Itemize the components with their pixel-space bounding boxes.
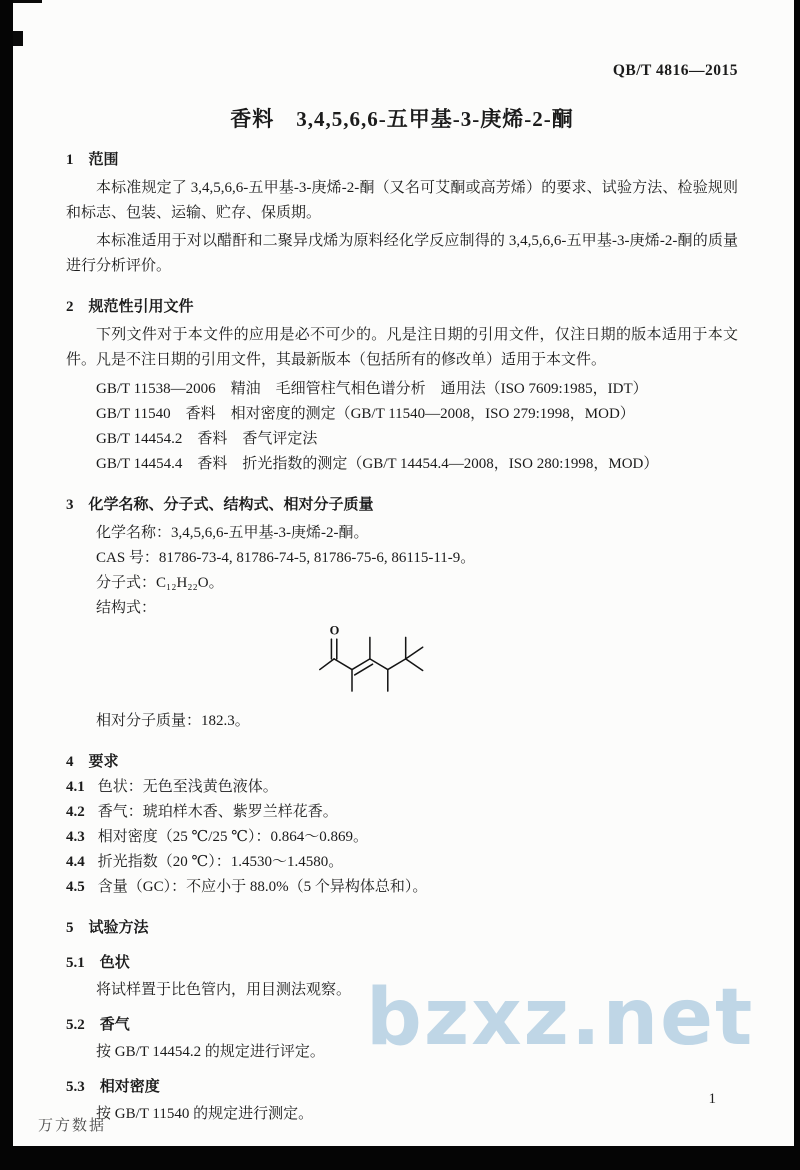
section-5-heading: 5 试验方法 <box>66 920 149 936</box>
section-2-paragraph-1: 下列文件对于本文件的应用是必不可少的。凡是注日期的引用文件，仅注日期的版本适用于本文件。凡是不注日期的引用文件，其最新版本（包括所有的修改单）适用于本文件。 <box>66 327 738 368</box>
scan-edge-left <box>0 0 13 1170</box>
requirement-item <box>66 775 738 800</box>
clause-number: 4.5 <box>66 879 85 895</box>
subsection-5-2-body: 按 GB/T 14454.2 的规定进行评定。 <box>96 1044 325 1060</box>
skeletal-structure-svg <box>318 623 488 709</box>
clause-number: 4.4 <box>66 854 85 870</box>
requirement-item <box>66 875 738 900</box>
clause-number: 4.3 <box>66 829 85 845</box>
requirement-item <box>66 850 738 875</box>
section-2-heading: 2 规范性引用文件 <box>66 299 194 315</box>
cas-number-line: CAS 号：81786-73-4, 81786-74-5, 81786-75-6, 86115-11-9。 <box>96 550 476 566</box>
reference-item: GB/T 14454.2 香料 香气评定法 <box>96 431 318 447</box>
oxygen-atom-label: O <box>329 623 340 638</box>
standard-number: QB/T 4816—2015 <box>612 62 738 79</box>
structure-formula-drawing <box>318 623 738 709</box>
reference-item: GB/T 11538—2006 精油 毛细管柱气相色谱分析 通用法（ISO 7609:1985，IDT） <box>96 381 648 397</box>
scan-edge-right <box>794 0 800 1170</box>
requirement-item <box>66 800 738 825</box>
clause-text: 香气：琥珀样木香、紫罗兰样花香。 <box>97 804 338 820</box>
section-3-heading: 3 化学名称、分子式、结构式、相对分子质量 <box>66 497 374 513</box>
clause-text: 相对密度（25 ℃/25 ℃）：0.864～0.869。 <box>97 829 368 845</box>
section-1-heading: 1 范围 <box>66 152 119 168</box>
subsection-5-1-heading: 5.1 色状 <box>66 955 130 971</box>
subsection-5-2-heading: 5.2 香气 <box>66 1017 130 1033</box>
clause-number: 4.2 <box>66 804 85 820</box>
subsection-5-1-body: 将试样置于比色管内，用目测法观察。 <box>96 982 352 998</box>
reference-item: GB/T 11540 香料 相对密度的测定（GB/T 11540—2008，ISO 279:1998，MOD） <box>96 406 635 422</box>
page-number: 1 <box>708 1091 716 1107</box>
molecular-mass-line: 相对分子质量：182.3。 <box>96 713 250 729</box>
requirement-item <box>66 825 738 850</box>
subsection-5-3-heading: 5.3 相对密度 <box>66 1079 160 1095</box>
section-1-paragraph-1: 本标准规定了 3,4,5,6,6-五甲基-3-庚烯-2-酮（又名可艾酮或高芳烯）的要求、试验方法、检验规则和标志、包装、运输、贮存、保质期。 <box>66 180 738 221</box>
clause-number: 4.1 <box>66 779 85 795</box>
clause-text: 色状：无色至浅黄色液体。 <box>97 779 278 795</box>
structure-formula-label: 结构式： <box>96 600 157 616</box>
wanfang-data-mark: 万方数据 <box>38 1117 107 1134</box>
scan-edge-bottom <box>0 1146 800 1170</box>
section-4-heading: 4 要求 <box>66 754 119 770</box>
chemical-name-line: 化学名称：3,4,5,6,6-五甲基-3-庚烯-2-酮。 <box>96 525 369 541</box>
clause-text: 含量（GC）：不应小于 88.0%（5 个异构体总和）。 <box>97 879 428 895</box>
page-title: 香料 3,4,5,6,6-五甲基-3-庚烯-2-酮 <box>230 107 574 131</box>
reference-item: GB/T 14454.4 香料 折光指数的测定（GB/T 14454.4—2008，ISO 280:1998，MOD） <box>96 456 659 472</box>
document-content <box>66 58 738 1127</box>
section-1-paragraph-2: 本标准适用于对以醋酐和二聚异戊烯为原料经化学反应制得的 3,4,5,6,6-五甲基-3-庚烯-2-酮的质量进行分析评价。 <box>66 233 738 274</box>
subsection-5-3-body: 按 GB/T 11540 的规定进行测定。 <box>96 1106 314 1122</box>
clause-text: 折光指数（20 ℃）：1.4530～1.4580。 <box>97 854 344 870</box>
site-watermark: bzxz.net <box>366 973 755 1063</box>
molecular-formula-line: 分子式：C₁₂H₂₂O。 <box>96 575 224 591</box>
normative-references-list <box>66 377 738 477</box>
